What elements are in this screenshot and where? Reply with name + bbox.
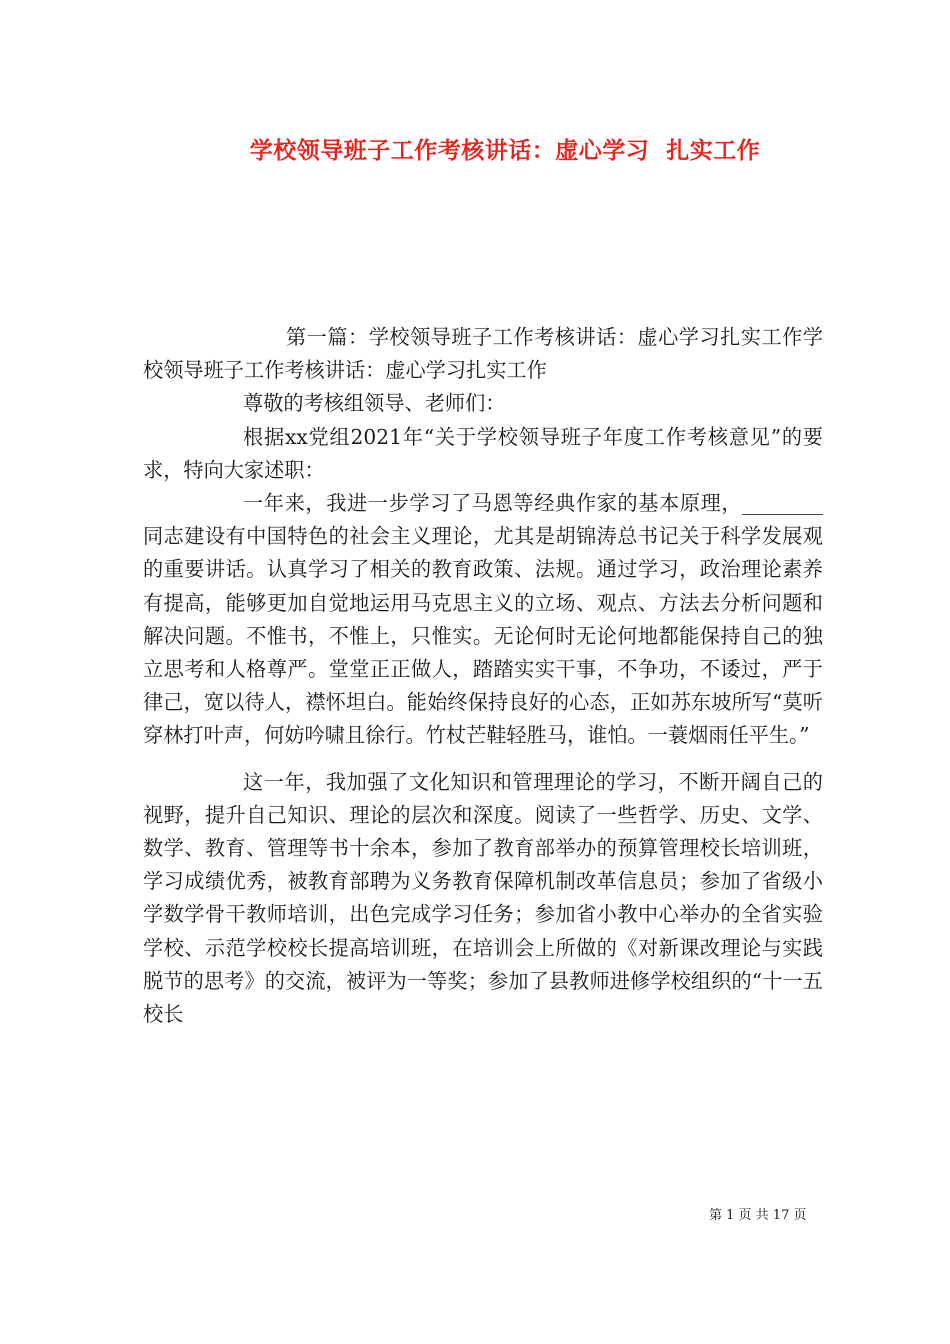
document-title: 学校领导班子工作考核讲话：虚心学习 扎实工作 bbox=[249, 138, 761, 164]
paragraph-learning: 这一年，我加强了文化知识和管理理论的学习，不断开阔自己的视野，提升自己知识、理论的层次和深度。阅读了一些哲学、历史、文学、数学、教育、管理等书十余本，参加了教育部举办的预算管理校长培训班，学习成绩优秀，被教育部聘为义务教育保障机制改革信息员；参加了省级小学数学骨干教师培训，出色完成学习任务；参加省小教中心举办的全省实验学校、示范学校校长提高培训班，在培训会上所做的《对新课改理论与实践脱节的思考》的交流，被评为一等奖；参加了县教师进修学校组织的“十一五校长 bbox=[143, 769, 823, 1027]
document-body bbox=[143, 321, 823, 1031]
page-indicator: 第 1 页 共 17 页 bbox=[709, 1208, 807, 1223]
paragraph-salutation: 尊敬的考核组领导、老师们： bbox=[243, 391, 506, 416]
paragraph-intro: 根据xx党组2021年“关于学校领导班子年度工作考核意见”的要求，特向大家述职： bbox=[143, 424, 823, 482]
paragraph-heading: 第一篇：学校领导班子工作考核讲话：虚心学习扎实工作学校领导班子工作考核讲话：虚心学习扎实工作 bbox=[143, 325, 823, 383]
paragraph-study: 一年来，我进一步学习了马恩等经典作家的基本原理，________同志建设有中国特色的社会主义理论，尤其是胡锦涛总书记关于科学发展观的重要讲话。认真学习了相关的教育政策、法规。通过学习，政治理论素养有提高，能够更加自觉地运用马克思主义的立场、观点、方法去分析问题和解决问题。不惟书，不惟上，只惟实。无论何时无论何地都能保持自己的独立思考和人格尊严。堂堂正正做人，踏踏实实干事，不争功，不诿过，严于律己，宽以待人，襟怀坦白。能始终保持良好的心态，正如苏东坡所写“莫听穿林打叶声，何妨吟啸且徐行。竹杖芒鞋轻胜马，谁怕。一蓑烟雨任平生。” bbox=[143, 491, 823, 748]
